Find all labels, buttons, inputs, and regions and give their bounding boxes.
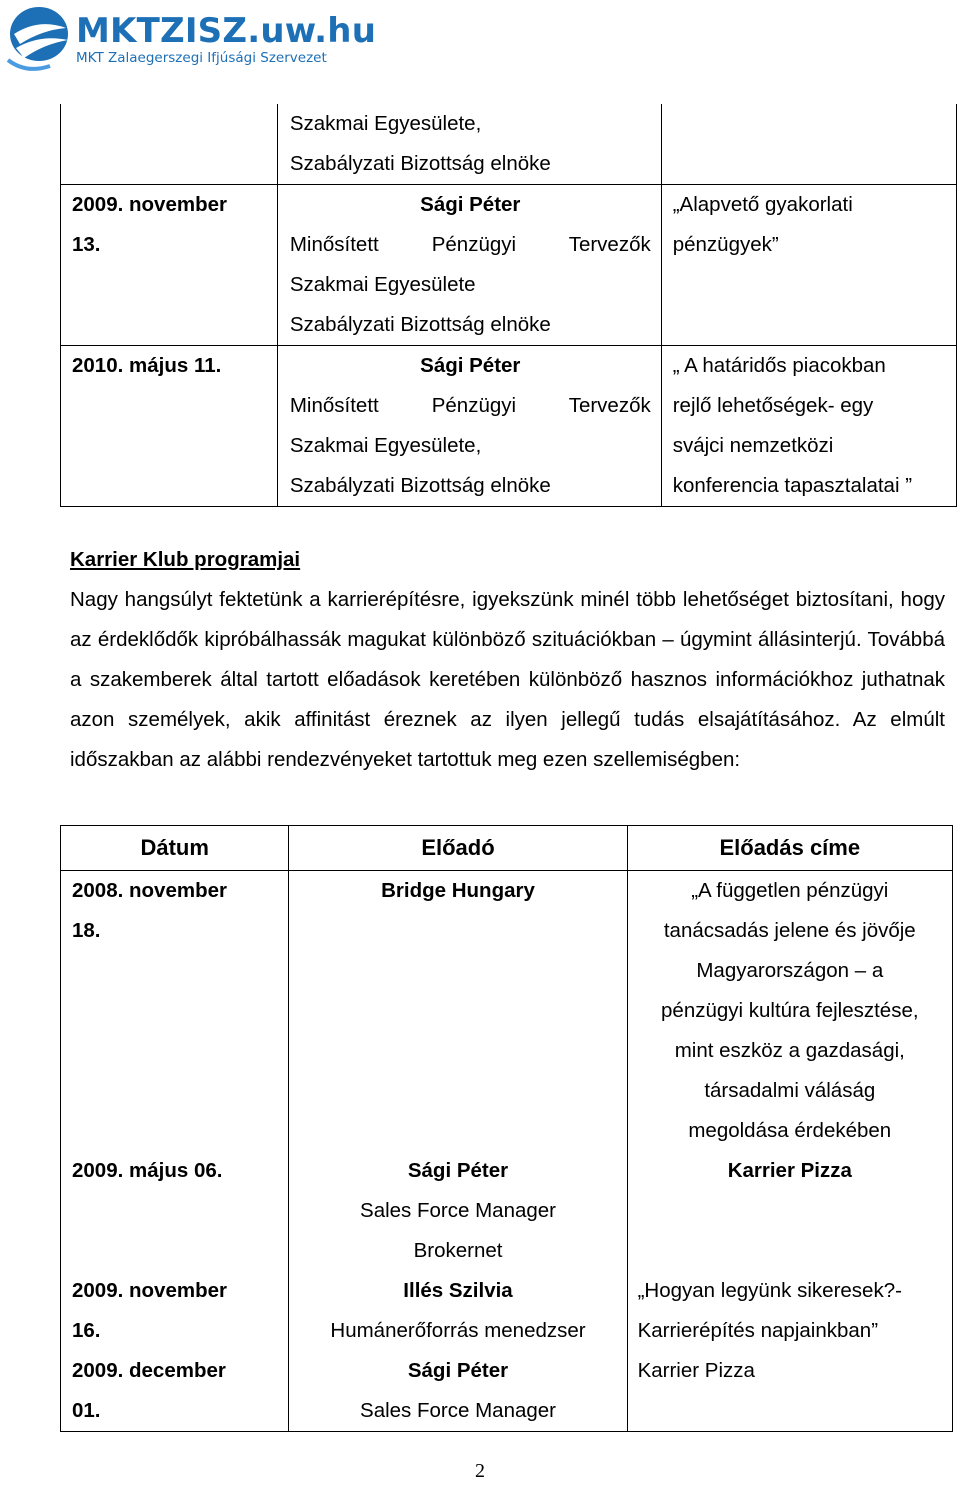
table-row [61, 1271, 953, 1351]
title-line: Karrierépítés napjainkban” [637, 1319, 879, 1342]
presenter-line: Szabályzati Bizottság elnöke [289, 313, 551, 336]
event-date: 2010. május 11. [72, 354, 222, 377]
event-date: 2008. november 18. [72, 879, 227, 942]
date-cell [61, 104, 278, 185]
site-logo [6, 2, 377, 76]
presenter-cell [277, 346, 661, 507]
presenter-line: Sales Force Manager [360, 1199, 556, 1222]
title-line: rejlő lehetőségek- egy [672, 394, 874, 417]
title-line: „ A határidős piacokban [672, 354, 886, 377]
presenter-name: Sági Péter [407, 1359, 509, 1382]
title-line: svájci nemzetközi [672, 434, 834, 457]
logo-title: MKTZISZ.uw.hu [76, 11, 377, 51]
date-cell [61, 1151, 289, 1271]
logo-globe-icon [6, 4, 72, 74]
section-title: Karrier Klub programjai [70, 548, 301, 571]
title-cell [627, 1151, 952, 1271]
column-header-title: Előadás címe [627, 826, 952, 871]
date-cell [61, 346, 278, 507]
presenter-name: Bridge Hungary [381, 879, 535, 902]
table-header-row [61, 826, 953, 871]
title-cell [627, 1271, 952, 1351]
presenter-name: Sági Péter [407, 1159, 509, 1182]
table-row [61, 185, 957, 346]
presenter-cell [289, 1151, 627, 1271]
presenter-cell [289, 871, 627, 1152]
karrier-klub-events-table [60, 825, 953, 1432]
presenter-line: Szabályzati Bizottság elnöke [289, 474, 551, 497]
presenter-line: Humánerőforrás menedzser [330, 1319, 586, 1342]
title-line: pénzügyek” [672, 233, 779, 256]
presenter-name: Sági Péter [420, 354, 521, 377]
event-date: 2009. november 13. [72, 193, 227, 256]
column-header-date: Dátum [61, 826, 289, 871]
presenter-line: Szakmai Egyesülete [289, 273, 476, 296]
title-line: Karrier Pizza [637, 1359, 755, 1382]
presenter-line: Szakmai Egyesülete, [289, 434, 482, 457]
karrier-klub-section [70, 540, 945, 780]
title-line: „A független pénzügyi [691, 879, 889, 902]
table-row [61, 871, 953, 1152]
presenter-line: Szabályzati Bizottság elnöke [289, 152, 551, 175]
table-row [61, 1151, 953, 1271]
presenter-cell [289, 1271, 627, 1351]
title-cell [661, 185, 956, 346]
section-paragraph: Nagy hangsúlyt fektetünk a karrierépítésre, igyekszünk minél több lehetőséget biztosítani, hogy az érdeklődők kipróbálhassák magukat különböző szituációkban – úgymint állásinterjú. Továbbá a szakemberek által tartott előadások keretében különböző hasznos információkhoz juthatnak azon személyek, akik affinitást éreznek az ilyen jellegű tudás elsajátításához. Az elmúlt időszakban az alábbi rendezvényeket tartottuk meg ezen szellemiségben: [70, 588, 945, 771]
presenter-cell [277, 185, 661, 346]
table-row [61, 1351, 953, 1432]
title-line: konferencia tapasztalatai ” [672, 474, 913, 497]
table-row [61, 104, 957, 185]
title-line: Karrier Pizza [727, 1159, 852, 1182]
date-cell [61, 185, 278, 346]
title-cell [627, 871, 952, 1152]
title-line: pénzügyi kultúra fejlesztése, [661, 999, 919, 1022]
presenter-name: Sági Péter [420, 193, 521, 216]
title-cell [661, 104, 956, 185]
date-cell [61, 1271, 289, 1351]
column-header-presenter: Előadó [289, 826, 627, 871]
event-date: 2009. május 06. [72, 1159, 223, 1182]
title-line: Magyarországon – a [696, 959, 884, 982]
presenter-cell [277, 104, 661, 185]
presenter-line: Minősített Pénzügyi Tervezők [289, 233, 651, 256]
title-line: tanácsadás jelene és jövője [663, 919, 916, 942]
events-table-continued [60, 104, 957, 507]
title-line: mint eszköz a gazdasági, [674, 1039, 905, 1062]
presenter-line: Sales Force Manager [360, 1399, 556, 1422]
presenter-line: Brokernet [413, 1239, 503, 1262]
presenter-line: Szakmai Egyesülete, [289, 112, 482, 135]
presenter-cell [289, 1351, 627, 1432]
presenter-line: Minősített Pénzügyi Tervezők [289, 394, 651, 417]
title-cell [661, 346, 956, 507]
title-line: „Alapvető gyakorlati [672, 193, 853, 216]
logo-subtitle: MKT Zalaegerszegi Ifjúsági Szervezet [76, 50, 327, 66]
page-number: 2 [475, 1460, 485, 1482]
title-cell [627, 1351, 952, 1432]
event-date: 2009. december 01. [72, 1359, 226, 1422]
title-line: „Hogyan legyünk sikeresek?- [637, 1279, 902, 1302]
date-cell [61, 871, 289, 1152]
presenter-name: Illés Szilvia [403, 1279, 513, 1302]
title-line: megoldása érdekében [688, 1119, 892, 1142]
date-cell [61, 1351, 289, 1432]
event-date: 2009. november 16. [72, 1279, 227, 1342]
title-line: társadalmi váláság [704, 1079, 876, 1102]
table-row [61, 346, 957, 507]
